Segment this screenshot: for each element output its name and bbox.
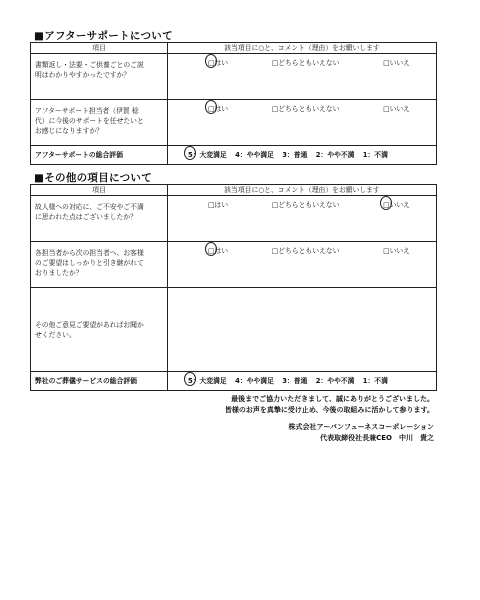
question-row <box>31 100 437 146</box>
circle-mark <box>205 242 217 256</box>
rating-option[interactable]: 5：大変満足 <box>188 377 227 385</box>
option-no[interactable]: □いいえ <box>383 247 410 255</box>
option-yes[interactable]: □はい <box>208 201 229 209</box>
rating-option[interactable]: 1：不満 <box>362 151 388 159</box>
rating-option[interactable]: 1：不満 <box>362 377 388 385</box>
question-text: 各担当者から次の担当者へ、お客様 のご要望はしっかりと引き継がれて おりましたか？ <box>35 249 144 277</box>
rating-row <box>31 146 437 165</box>
question-row <box>31 54 437 100</box>
circle-mark <box>205 100 217 114</box>
rating-circle-mark <box>184 372 196 386</box>
rating-label: 弊社のご葬儀サービスの総合評価 <box>35 377 137 385</box>
rating-options <box>168 146 436 159</box>
option-yes[interactable]: □はい <box>208 103 228 113</box>
circle-mark <box>205 54 217 68</box>
option-neutral[interactable]: □どちらともいえない <box>271 59 340 67</box>
comment-field[interactable] <box>168 288 437 372</box>
column-header-answer: 該当項目に○と、コメント（理由）をお願いします <box>168 185 437 196</box>
question-text: 書類返し・法要・ご供養ごとのご説 明はわかりやすかったですか？ <box>35 61 144 79</box>
option-yes[interactable]: □はい <box>208 57 228 67</box>
option-neutral[interactable]: □どちらともいえない <box>271 247 340 255</box>
question-row <box>31 196 437 242</box>
question-text: 故人様への対応に、ご不安やご不満 に思われた点はございましたか？ <box>35 203 144 221</box>
rating-option[interactable]: 4：やや満足 <box>235 377 274 385</box>
question-row <box>31 242 437 288</box>
signer-name: 代表取締役社長兼CEO 中川 貴之 <box>320 434 434 442</box>
option-no[interactable]: □いいえ <box>383 59 410 67</box>
rating-option[interactable]: 2：やや不満 <box>315 377 355 385</box>
option-no[interactable]: □いいえ <box>383 199 410 209</box>
column-header-answer: 該当項目に○と、コメント（理由）をお願いします <box>168 43 437 54</box>
comment-row <box>31 288 437 372</box>
option-neutral[interactable]: □どちらともいえない <box>271 105 340 113</box>
company-name: 株式会社アーバンフューネスコーポレーション <box>288 423 434 431</box>
question-text: その他ご意見ご要望があればお聞か せください。 <box>35 320 144 339</box>
column-header-item: 項目 <box>31 185 168 196</box>
question-text: アフターサポート担当者（伊賀 稔 代）に今後のサポートを任せたいと お感じになりますか？ <box>35 107 144 135</box>
closing-line-2: 皆様のお声を真摯に受け止め、今後の取組みに活かして参ります。 <box>224 406 434 414</box>
section2-title: ■その他の項目について <box>34 172 153 184</box>
column-header-item: 項目 <box>31 43 168 54</box>
rating-option[interactable]: 5：大変満足 <box>188 151 227 159</box>
rating-circle-mark <box>184 146 196 160</box>
rating-option[interactable]: 3：普通 <box>282 377 308 385</box>
closing-message <box>225 394 434 416</box>
option-neutral[interactable]: □どちらともいえない <box>271 201 340 209</box>
rating-option[interactable]: 2：やや不満 <box>315 151 355 159</box>
rating-option[interactable]: 4：やや満足 <box>235 151 274 159</box>
option-yes[interactable]: □はい <box>208 245 228 255</box>
signature-block <box>289 422 434 444</box>
aftersupport-table <box>30 42 437 165</box>
rating-option[interactable]: 3：普通 <box>282 151 308 159</box>
closing-line-1: 最後までご協力いただきまして、誠にありがとうございました。 <box>231 395 434 403</box>
rating-label: アフターサポートの総合評価 <box>35 151 123 159</box>
other-items-table <box>30 184 437 391</box>
option-no[interactable]: □いいえ <box>383 105 410 113</box>
section1-title: ■アフターサポートについて <box>34 30 173 42</box>
rating-row <box>31 372 437 391</box>
rating-options <box>168 372 436 385</box>
